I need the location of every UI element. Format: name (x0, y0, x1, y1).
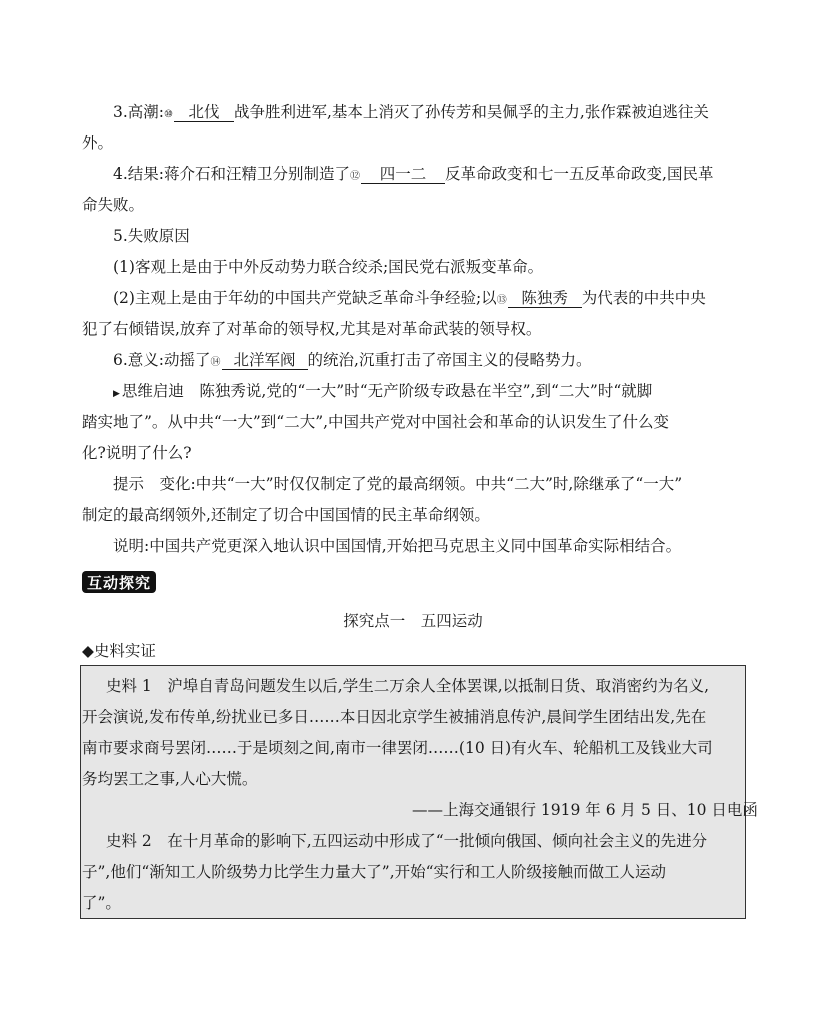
answer-blank-april-12: 四一二 (361, 165, 445, 184)
blank-number-14: ⑭ (210, 357, 221, 368)
hint-line1: 提示 变化:中共“一大”时仅仅制定了党的最高纲领。中共“二大”时,除继承了“一大” (113, 475, 683, 493)
item-failure-subjective-text: 为代表的中共中央 (581, 289, 706, 307)
material-1-line2: 开会演说,发布传单,纷扰业已多日……本日因北京学生被捕消息传沪,晨间学生团结出发,先在 (82, 708, 707, 726)
item-failure-heading: 5.失败原因 (113, 227, 190, 245)
item-climax-line2: 外。 (82, 134, 114, 152)
evidence-heading: ◆史料实证 (82, 642, 156, 660)
material-1-source: ——上海交通银行 1919 年 6 月 5 日、10 日电函 (412, 801, 758, 819)
item-result-line1 (113, 164, 713, 187)
item-climax-line1 (113, 102, 709, 125)
item-climax-text: 战争胜利进军,基本上消灭了孙传芳和吴佩孚的主力,张作霖被迫逃往关 (233, 103, 709, 121)
answer-blank-beiyang-warlords: 北洋军阀 (222, 351, 308, 370)
thinking-line2: 踏实地了”。从中共“一大”到“二大”,中国共产党对中国社会和革命的认识发生了什么变 (82, 413, 670, 431)
thinking-line1 (113, 381, 652, 404)
item-result-lead: 4.结果:蒋介石和汪精卫分别制造了 (113, 165, 351, 183)
material-2-line3: 了”。 (82, 894, 121, 912)
item-climax-lead: 3.高潮: (113, 103, 165, 121)
answer-blank-northern-expedition: 北伐 (174, 103, 234, 122)
thinking-line3: 化?说明了什么? (82, 444, 192, 462)
item-significance-text: 的统治,沉重打击了帝国主义的侵略势力。 (307, 351, 592, 369)
triangle-bullet-icon: ▶ (113, 389, 120, 399)
material-1-line3: 南市要求商号罢闭……于是顷刻之间,南市一律罢闭……(10 日)有火车、轮船机工及钱业大司 (82, 739, 713, 757)
blank-number-12: ⑫ (350, 171, 361, 182)
item-failure-subjective-line2: 犯了右倾错误,放弃了对革命的领导权,尤其是对革命武装的领导权。 (82, 320, 542, 338)
inquiry-point-title: 探究点一 五四运动 (343, 612, 483, 630)
material-2-line2: 子”,他们“渐知工人阶级势力比学生力量大了”,开始“实行和工人阶级接触而做工人运动 (82, 863, 667, 881)
blank-number-10: ⑩ (164, 109, 173, 120)
item-failure-objective: (1)客观上是由于中外反动势力联合绞杀;国民党右派叛变革命。 (113, 258, 544, 276)
answer-blank-chen-duxiu: 陈独秀 (508, 289, 582, 308)
material-1-line1: 史料 1 沪埠自青岛问题发生以后,学生二万余人全体罢课,以抵制日货、取消密约为名义, (106, 677, 710, 695)
thinking-text-1: 思维启迪 陈独秀说,党的“一大”时“无产阶级专政悬在半空”,到“二大”时“就脚 (121, 382, 653, 400)
section-badge (82, 571, 156, 593)
section-badge-label: 互动探究 (86, 573, 151, 592)
item-failure-subjective-line1 (113, 288, 706, 311)
material-1-line4: 务均罢工之事,人心大慌。 (82, 770, 258, 788)
blank-number-13: ⑬ (496, 295, 507, 306)
material-2-line1: 史料 2 在十月革命的影响下,五四运动中形成了“一批倾向俄国、倾向社会主义的先进分 (106, 832, 708, 850)
item-result-text: 反革命政变和七一五反革命政变,国民革 (445, 165, 714, 183)
hint-line3: 说明:中国共产党更深入地认识中国国情,开始把马克思主义同中国革命实际相结合。 (113, 537, 682, 555)
item-failure-subjective-lead: (2)主观上是由于年幼的中国共产党缺乏革命斗争经验;以 (113, 289, 497, 307)
item-result-line2: 命失败。 (82, 196, 145, 214)
item-significance (113, 350, 591, 373)
item-significance-lead: 6.意义:动摇了 (113, 351, 211, 369)
hint-line2: 制定的最高纲领外,还制定了切合中国国情的民主革命纲领。 (82, 506, 490, 524)
